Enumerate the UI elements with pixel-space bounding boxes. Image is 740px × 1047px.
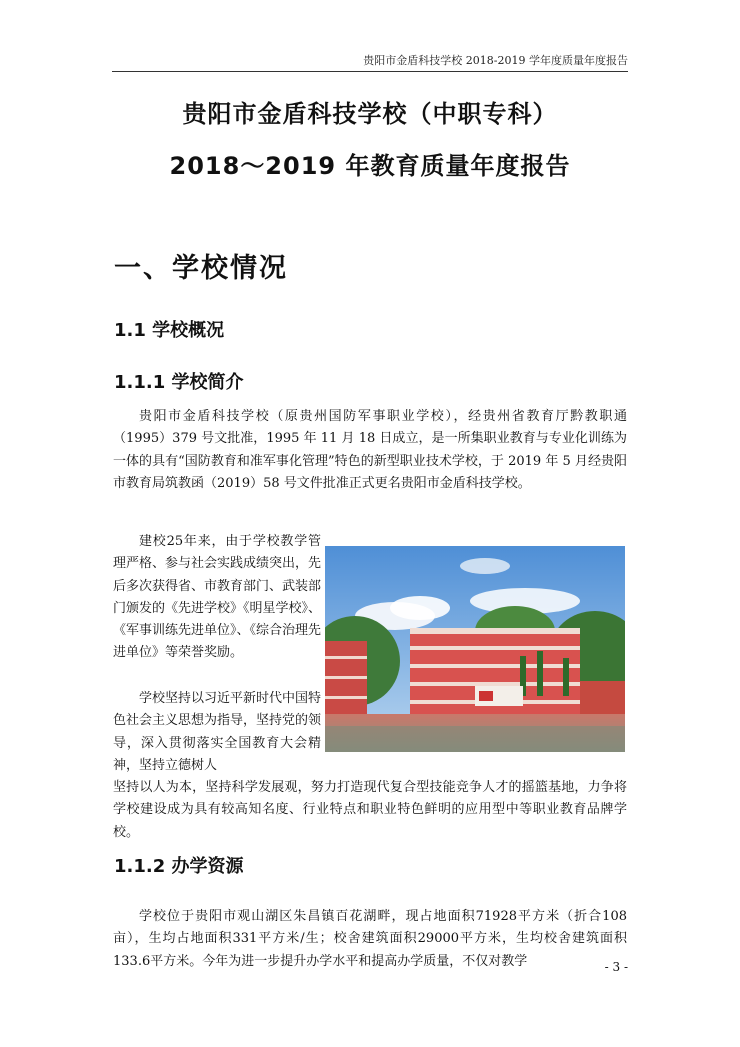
running-header: 贵阳市金盾科技学校 2018-2019 学年度质量年度报告 <box>112 52 628 72</box>
paragraph-resources: 学校位于贵阳市观山湖区朱昌镇百花湖畔，现占地面积71928平方米（折合108亩），生均占地面积331平方米/生；校舍建筑面积29000平方米，生均校舍建筑面积133.6平方米。今年为进一步提升办学水平和提高办学质量，不仅对教学 <box>113 909 627 969</box>
paragraph-guiding-thought: 学校坚持以习近平新时代中国特色社会主义思想为指导，坚持党的领导，深入贯彻落实全国教育大会精神，坚持立德树人 <box>113 691 322 773</box>
section-heading-school-introduction: 1.1.1 学校简介 <box>114 372 244 393</box>
paragraph-honors: 建校25年来，由于学校教学管理严格、参与社会实践成绩突出，先后多次获得省、市教育部门、武装部门颁发的《先进学校》《明星学校》、《军事训练先进单位》、《综合治理先进单位》等荣誉奖励。 <box>113 534 322 661</box>
report-title-line2: 2018～2019 年教育质量年度报告 <box>169 152 571 180</box>
section-heading-school-resources: 1.1.2 办学资源 <box>114 856 244 877</box>
section-heading-school-overview: 1.1 学校概况 <box>114 320 225 341</box>
section-heading-school-situation: 一、学校情况 <box>114 253 288 284</box>
page-number: - 3 - <box>604 960 628 974</box>
paragraph-guiding-thought-continued: 坚持以人为本，坚持科学发展观，努力打造现代复合型技能竞争人才的摇篮基地，力争将学校建设成为具有较高知名度、行业特点和职业特色鲜明的应用型中等职业教育品牌学校。 <box>113 780 627 840</box>
paragraph-introduction: 贵阳市金盾科技学校（原贵州国防军事职业学校），经贵州省教育厅黔教职通（1995）379 号文批准，1995 年 11 月 18 日成立，是一所集职业教育与专业化训练为一体的具有“国防教育和准军事化管理”特色的新型职业技术学校，于 2019 年 5 月经贵阳市教育局筑教函（2019）58 号文件批准正式更名贵阳市金盾科技学校。 <box>113 409 627 491</box>
school-building-photo <box>325 546 625 752</box>
report-title-line1: 贵阳市金盾科技学校（中职专科） <box>182 100 558 128</box>
